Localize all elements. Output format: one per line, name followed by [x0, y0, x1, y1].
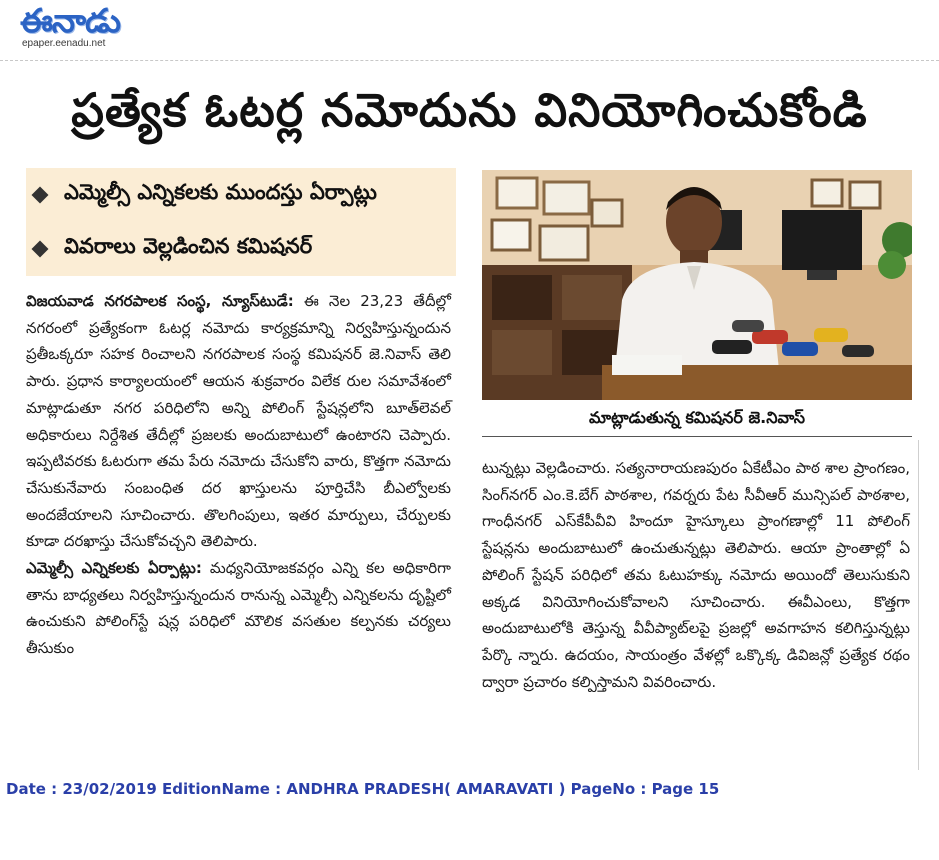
article-column-left — [26, 288, 451, 662]
subhead-text: ఎమ్మెల్సీ ఎన్నికలకు ముందస్తు ఏర్పాట్లు — [64, 180, 377, 204]
subhead-item — [26, 222, 456, 276]
masthead-divider — [0, 60, 939, 61]
epaper-url[interactable]: epaper.eenadu.net — [22, 38, 106, 49]
dateline: విజయవాడ నగరపాలక సంస్థ, న్యూస్‌టుడే: — [26, 292, 294, 310]
edition-footer: Date : 23/02/2019 EditionName : ANDHRA PRADESH( AMARAVATI ) PageNo : Page 15 — [6, 780, 720, 798]
section-lead: ఎమ్మెల్సీ ఎన్నికలకు ఏర్పాట్లు: — [26, 559, 202, 578]
article-column-right — [482, 455, 910, 695]
subheads-box — [26, 168, 456, 276]
article-paragraph — [26, 288, 451, 555]
subhead-text: వివరాలు వెల్లడించిన కమిషనర్ — [64, 234, 313, 258]
column-border — [918, 440, 919, 770]
diamond-bullet-icon — [32, 241, 49, 258]
paragraph-body: ఈ నెల 23,23 తేదీల్లో నగరంలో ప్రత్యేకంగా ఓటర్ల నమోదు కార్యక్రమాన్ని నిర్వహిస్తున్నందున ప్రతీఒక్కరూ సహక రించాలని నగరపాలక సంస్థ కమిషనర్ జె.నివాస్ తెలి పారు. ప్రధాన కార్యాలయంలో ఆయన శుక్రవారం విలేక రుల సమావేశంలో మాట్లాడుతూ నగర పరిధిలోని అన్ని పోలింగ్ స్టేషన్లలోని బూత్‌లెవల్ అధికారులు నిర్దేశిత తేదీల్లో ప్రజలకు అందుబాటులో ఉంటారని చెప్పారు. ఇప్పటివరకు ఓటరుగా తమ పేరు నమోదు చేసుకోని వారు, కొత్తగా నమోదు చేసుకునేవారు సంబంధిత దర ఖాస్తులను పూర్తిచేసి బీఎల్వోలకు అందజేయాలని సూచించారు. తొలగింపులు, ఇతర మార్పులు, చేర్పులకు కూడా దరఖాస్తు చేసుకోవచ్చని తెలిపారు. — [26, 292, 451, 551]
paragraph-body: మధ్యనియోజకవర్గం ఎన్ని కల అధికారిగా తాను బాధ్యతలు నిర్వహిస్తున్నందున రానున్న ఎమ్మెల్సీ ఎన్నికలను దృష్టిలో ఉంచుకుని పోలింగ్‌స్టే షన్ల పరిధిలో మౌలిక వసతుల కల్పనకు చర్యలు తీసుకుం — [26, 559, 451, 658]
diamond-bullet-icon — [32, 187, 49, 204]
caption-divider — [482, 436, 912, 437]
photo-caption: మాట్లాడుతున్న కమిషనర్ జె.నివాస్ — [589, 408, 805, 427]
commissioner-photo — [482, 170, 912, 400]
subhead-item — [26, 168, 456, 222]
masthead — [20, 1, 180, 52]
eenadu-logo[interactable]: ఈనాడు — [20, 1, 120, 40]
paragraph-body: టున్నట్లు వెల్లడించారు. సత్యనారాయణపురం ఏకేటీఎం పాఠ శాల ప్రాంగణం, సింగ్‌నగర్ ఎం.కె.బేగ్ పాఠశాల, గవర్నరు పేట సీవీఆర్ మున్సిపల్ పాఠశాల, గాంధీనగర్ ఎస్‌కేపీవీవి హిందూ హైస్కూలు ప్రాంగణాల్లో 11 పోలింగ్ స్టేషన్లను అందుబాటులో ఉంచుతున్నట్లు తెలిపారు. ఆయా ప్రాంతాల్లో ఏ పోలింగ్ స్టేషన్ పరిధిలో తమ ఓటుహక్కు నమోదు అయిందో తెలుసుకుని అక్కడ వినియోగించుకోవాలని సూచించారు. ఈవీఎంలు, కొత్తగా అందుబాటులోకి తెస్తున్న వీవీప్యాట్‌లపై ప్రజల్లో అవగాహన కలిగిస్తున్నట్లు పేర్కొ న్నారు. ఉదయం, సాయంత్రం వేళల్లో ఒక్కొక్క డివిజన్లో ప్రత్యేక రథం ద్వారా ప్రచారం కల్పిస్తామని వివరించారు. — [482, 459, 910, 691]
article-paragraph — [26, 555, 451, 662]
article-headline: ప్రత్యేక ఓటర్ల నమోదును వినియోగించుకోండి — [71, 83, 868, 137]
photo-illustration — [482, 170, 912, 400]
